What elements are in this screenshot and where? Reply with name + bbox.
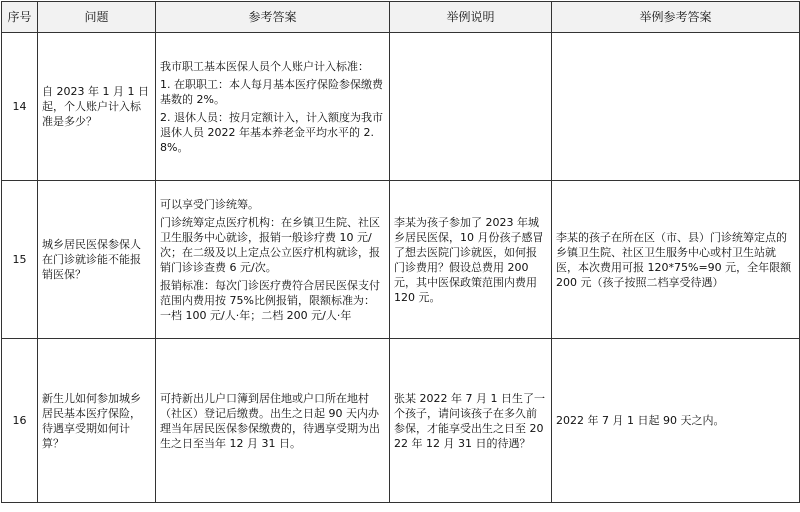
row-question: 新生儿如何参加城乡居民基本医疗保险，待遇享受期如何计算？ <box>38 339 156 503</box>
row-answer <box>156 33 390 181</box>
row-example-answer <box>552 33 800 181</box>
row-answer <box>156 181 390 339</box>
header-example-answer: 举例参考答案 <box>552 2 800 33</box>
row-number: 15 <box>2 181 38 339</box>
table-row <box>2 33 800 181</box>
header-no: 序号 <box>2 2 38 33</box>
answer-line: 门诊统筹定点医疗机构：在乡镇卫生院、社区卫生服务中心就诊，报销一般诊疗费 10 元/次；在二级及以上定点公立医疗机构就诊，报销门诊诊查费 6 元/次。 <box>160 215 380 274</box>
header-question: 问题 <box>38 2 156 33</box>
row-number: 14 <box>2 33 38 181</box>
answer-line: 2. 退休人员：按月定额计入，计入额度为我市退休人员 2022 年基本养老金平均水平的 2.8%。 <box>160 110 383 154</box>
row-answer <box>156 339 390 503</box>
row-example: 李某为孩子参加了 2023 年城乡居民医保，10 月份孩子感冒了想去医院门诊就医，如何报门诊费用？假设总费用 200 元，其中医保政策范围内费用 120 元。 <box>390 181 552 339</box>
answer-line: 可以享受门诊统筹。 <box>160 197 259 211</box>
row-question: 自 2023 年 1 月 1 日起，个人账户计入标准是多少？ <box>38 33 156 181</box>
answer-line: 可持新出儿户口簿到居住地或户口所在地村（社区）登记后缴费。出生之日起 90 天内办理当年居民医保参保缴费的，待遇享受期为出生之日至当年 12 月 31 日。 <box>160 391 380 450</box>
answer-line: 报销标准：每次门诊医疗费符合居民医保支付范围内费用按 75%比例报销，限额标准为：一档 100 元/人·年；二档 200 元/人·年 <box>160 278 380 322</box>
row-example: 张某 2022 年 7 月 1 日生了一个孩子，请问该孩子在多久前参保，才能享受出生之日至 2022 年 12 月 31 日的待遇？ <box>390 339 552 503</box>
header-example: 举例说明 <box>390 2 552 33</box>
header-answer: 参考答案 <box>156 2 390 33</box>
row-number: 16 <box>2 339 38 503</box>
qa-table <box>1 1 800 503</box>
row-example-answer: 李某的孩子在所在区（市、县）门诊统筹定点的乡镇卫生院、社区卫生服务中心或村卫生站就医，本次费用可报 120*75%=90 元，全年限额 200 元（孩子按照二档享受待遇） <box>552 181 800 339</box>
header-row <box>2 2 800 33</box>
row-example-answer: 2022 年 7 月 1 日起 90 天之内。 <box>552 339 800 503</box>
row-question: 城乡居民医保参保人在门诊就诊能不能报销医保？ <box>38 181 156 339</box>
row-example <box>390 33 552 181</box>
table-row <box>2 181 800 339</box>
table-row <box>2 339 800 503</box>
answer-line: 1. 在职职工：本人每月基本医疗保险参保缴费基数的 2%。 <box>160 77 383 106</box>
answer-line: 我市职工基本医保人员个人账户计入标准： <box>160 59 369 73</box>
